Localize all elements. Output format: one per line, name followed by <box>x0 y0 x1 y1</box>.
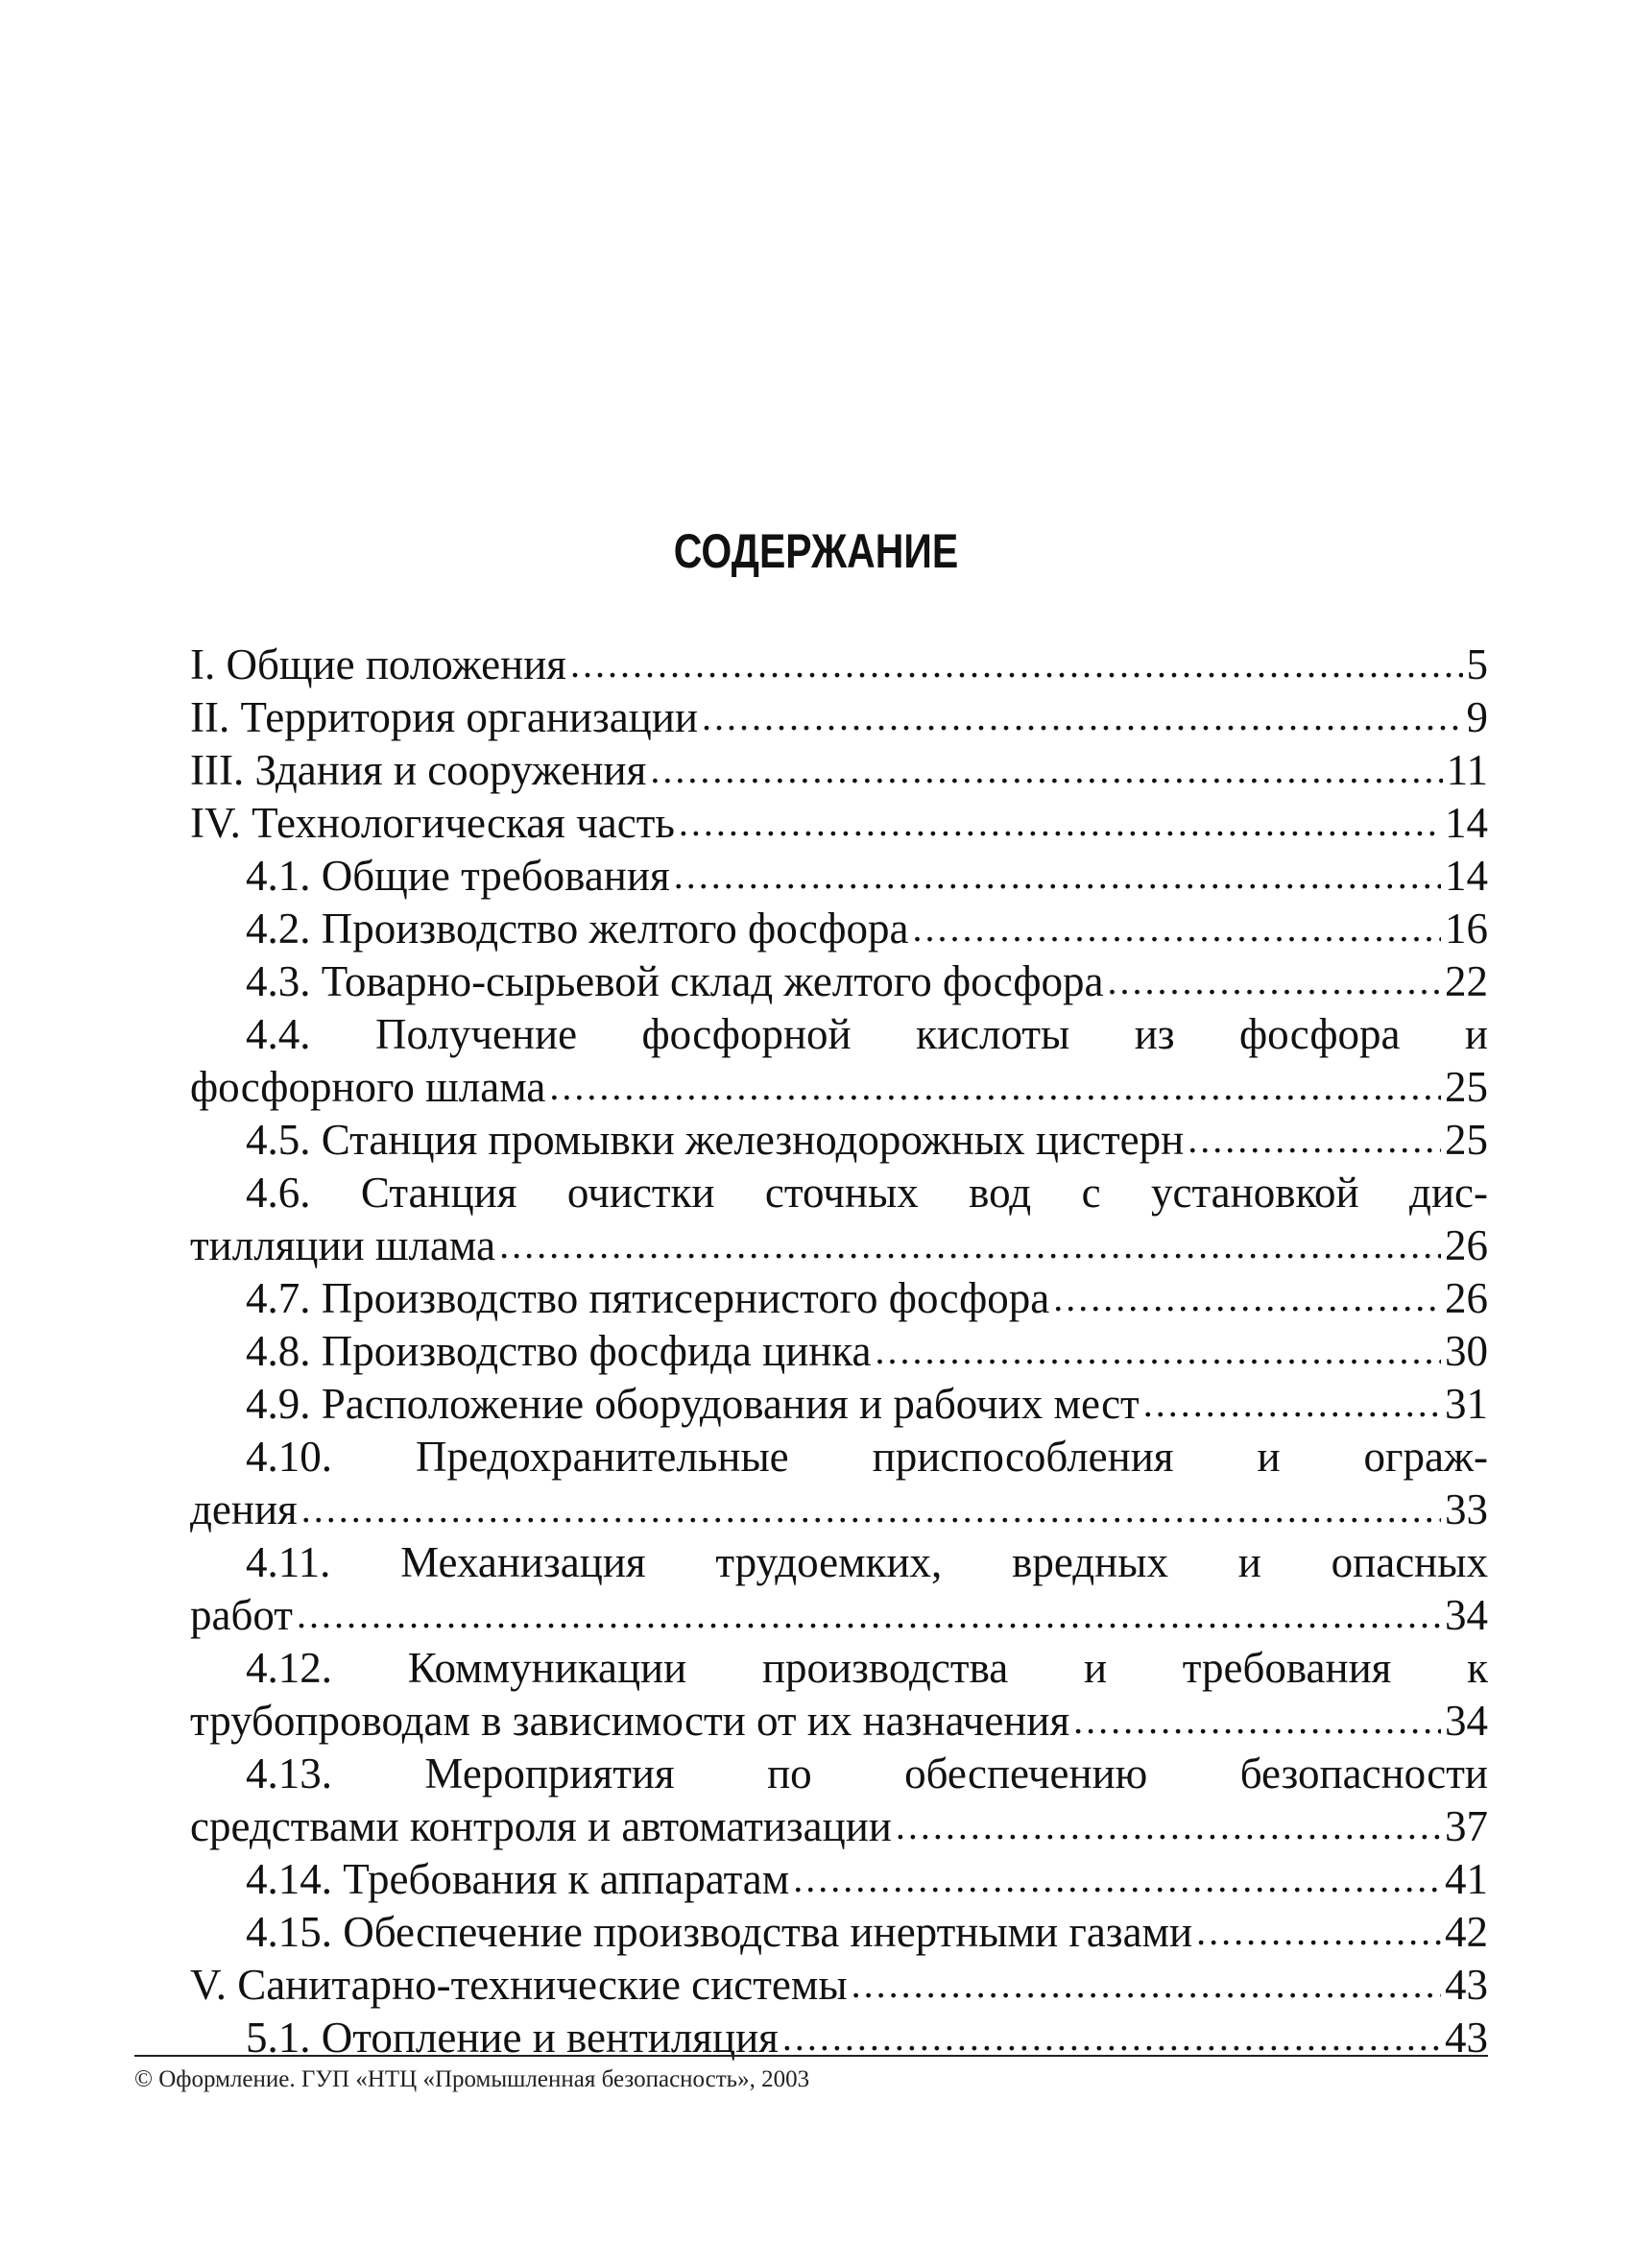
toc-entry-text: 4.8. Производство фосфида цинка <box>246 1327 872 1375</box>
toc-entry[interactable] <box>190 955 1488 1008</box>
toc-entry[interactable] <box>190 1167 1488 1272</box>
toc-entry[interactable] <box>190 744 1488 797</box>
toc-page-number: 34 <box>1445 1591 1488 1639</box>
toc-entry[interactable] <box>190 903 1488 955</box>
toc-page-number: 14 <box>1445 852 1488 900</box>
toc-entry-text: 4.5. Станция промывки железнодорожных цистерн <box>246 1116 1185 1164</box>
toc-entry-text: V. Санитарно-технические системы <box>190 1961 848 2009</box>
toc-entry-text: 5.1. Отопление и вентиляция <box>246 2014 779 2062</box>
toc-entry-text: 4.4. Получение фосфорной кислоты из фосфора и <box>246 1010 1488 1058</box>
toc-page-number: 26 <box>1445 1274 1488 1322</box>
footer-divider <box>134 2055 1488 2057</box>
dot-leader <box>702 689 1463 743</box>
toc-entry-text: 4.3. Товарно-сырьевой склад желтого фосфора <box>246 957 1104 1005</box>
toc-page-number: 22 <box>1445 957 1488 1005</box>
toc-page-number: 11 <box>1446 746 1488 794</box>
toc-entry[interactable] <box>190 850 1488 903</box>
dot-leader <box>297 1587 1441 1641</box>
copyright-footer: © Оформление. ГУП «НТЦ «Промышленная безопасность», 2003 <box>134 2066 810 2092</box>
toc-page-number: 37 <box>1445 1802 1488 1850</box>
toc-entry-text: 4.1. Общие требования <box>246 852 670 900</box>
toc-entry-text: 4.2. Производство желтого фосфора <box>246 905 909 953</box>
dot-leader <box>301 1482 1441 1535</box>
toc-entry-text: 4.9. Расположение оборудования и рабочих мест <box>246 1380 1140 1428</box>
toc-entry[interactable] <box>190 1853 1488 1906</box>
toc-entry-text: 4.7. Производство пятисернистого фосфора <box>246 1274 1050 1322</box>
toc-entry-text: 4.15. Обеспечение производства инертными газами <box>246 1908 1193 1956</box>
toc-page-number: 41 <box>1445 1855 1488 1903</box>
toc-entry[interactable] <box>190 1114 1488 1167</box>
toc-entry-text: IV. Технологическая часть <box>190 799 675 847</box>
toc-page-number: 30 <box>1445 1327 1488 1375</box>
dot-leader <box>793 1851 1441 1905</box>
dot-leader <box>570 637 1463 690</box>
toc-entry[interactable] <box>190 1008 1488 1114</box>
table-of-contents <box>190 639 1488 2064</box>
dot-leader <box>1073 1693 1441 1747</box>
toc-entry-text: 4.11. Механизация трудоемких, вредных и опасных <box>246 1538 1488 1586</box>
toc-entry-text: 4.12. Коммуникации производства и требования к <box>246 1644 1488 1692</box>
toc-page-number: 26 <box>1445 1221 1488 1269</box>
toc-page-number: 25 <box>1445 1063 1488 1111</box>
toc-page-number: 42 <box>1445 1908 1488 1956</box>
toc-entry[interactable] <box>190 1642 1488 1748</box>
toc-page-number: 34 <box>1445 1697 1488 1745</box>
toc-entry[interactable] <box>190 1325 1488 1378</box>
dot-leader <box>876 1323 1441 1377</box>
toc-page-number: 14 <box>1445 799 1488 847</box>
toc-entry[interactable] <box>190 1748 1488 1853</box>
toc-entry[interactable] <box>190 691 1488 744</box>
toc-entry[interactable] <box>190 797 1488 850</box>
toc-entry[interactable] <box>190 1272 1488 1325</box>
toc-entry[interactable] <box>190 1378 1488 1431</box>
dot-leader <box>499 1218 1441 1271</box>
dot-leader <box>852 1957 1441 2011</box>
toc-entry[interactable] <box>190 1959 1488 2012</box>
toc-entry-text: 4.10. Предохранительные приспособления и ограж- <box>246 1433 1488 1481</box>
toc-page-number: 33 <box>1445 1485 1488 1533</box>
toc-entry-text: 4.13. Мероприятия по обеспечению безопасности <box>246 1749 1488 1798</box>
dot-leader <box>674 848 1441 902</box>
dot-leader <box>913 901 1442 954</box>
toc-entry-text: II. Территория организации <box>190 693 698 741</box>
toc-entry-text: трубопроводам в зависимости от их назначения <box>190 1697 1070 1745</box>
toc-entry[interactable] <box>190 1431 1488 1536</box>
toc-entry-text: 4.6. Станция очистки сточных вод с установкой дис- <box>246 1169 1488 1217</box>
toc-entry-text: III. Здания и сооружения <box>190 746 647 794</box>
toc-entry-text: фосфорного шлама <box>190 1063 546 1111</box>
dot-leader <box>896 1798 1441 1852</box>
dot-leader <box>650 742 1442 796</box>
toc-entry-text: тилляции шлама <box>190 1221 496 1269</box>
toc-page-number: 5 <box>1466 640 1488 688</box>
toc-entry-text: средствами контроля и автоматизации <box>190 1802 892 1850</box>
dot-leader <box>1196 1904 1441 1958</box>
toc-entry[interactable] <box>190 639 1488 691</box>
dot-leader <box>1053 1270 1441 1324</box>
dot-leader <box>1188 1112 1441 1166</box>
dot-leader <box>679 795 1441 849</box>
toc-entry-text: 4.14. Требования к аппаратам <box>246 1855 790 1903</box>
toc-page-number: 43 <box>1445 1961 1488 2009</box>
toc-entry-text: I. Общие положения <box>190 640 566 688</box>
dot-leader <box>549 1059 1441 1113</box>
toc-entry-text: работ <box>190 1591 293 1639</box>
toc-page-number: 25 <box>1445 1116 1488 1164</box>
toc-page-number: 16 <box>1445 905 1488 953</box>
toc-page-number: 31 <box>1445 1380 1488 1428</box>
toc-entry-text: дения <box>190 1485 298 1533</box>
toc-entry[interactable] <box>190 1536 1488 1642</box>
dot-leader <box>1107 953 1441 1007</box>
toc-entry[interactable] <box>190 1906 1488 1959</box>
page-title: СОДЕРЖАНИЕ <box>673 524 959 578</box>
toc-page-number: 9 <box>1466 693 1488 741</box>
toc-page-number: 43 <box>1445 2014 1488 2062</box>
dot-leader <box>1143 1376 1441 1430</box>
